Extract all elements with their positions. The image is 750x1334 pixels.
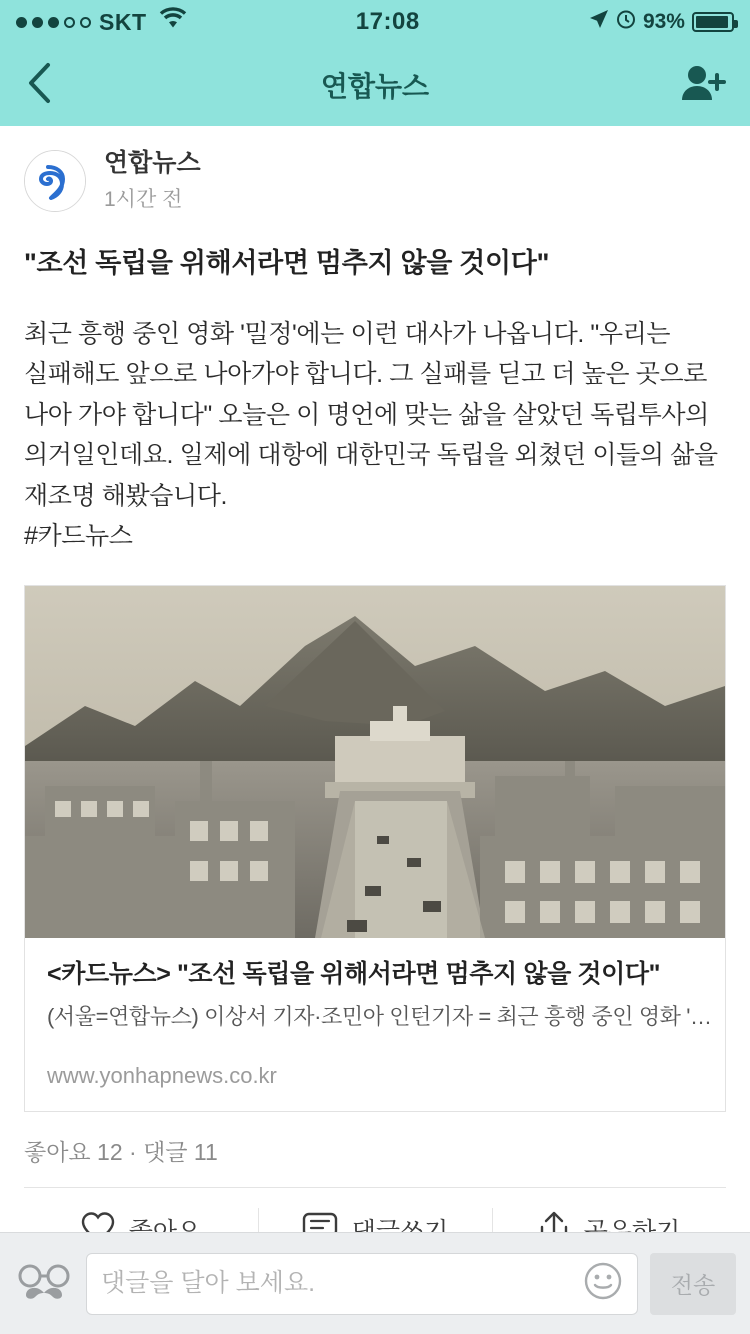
battery-percent-label: 93% bbox=[642, 10, 685, 33]
clock-label: 17:08 bbox=[355, 8, 420, 35]
glasses-mustache-icon[interactable] bbox=[14, 1263, 74, 1305]
carrier-label: SKT bbox=[99, 8, 147, 35]
post-container bbox=[0, 126, 750, 1187]
link-preview-image bbox=[25, 586, 725, 938]
comment-input-bar bbox=[0, 1232, 750, 1334]
signal-strength-icon bbox=[16, 17, 91, 28]
link-preview-text bbox=[25, 938, 725, 1041]
page-title: 연합뉴스 bbox=[320, 71, 430, 102]
post-hashtag[interactable]: #카드뉴스 bbox=[24, 522, 133, 551]
link-preview-url: www.yonhapnews.co.kr bbox=[47, 1063, 277, 1089]
status-bar bbox=[0, 0, 750, 44]
comment-field-wrapper[interactable] bbox=[86, 1253, 638, 1315]
post-scroll-area[interactable] bbox=[0, 126, 750, 1232]
post-title: "조선 독립을 위해서라면 멈추지 않을 것이다" bbox=[24, 248, 550, 279]
link-preview-description: (서울=연합뉴스) 이상서 기자·조민아 인턴기자 = 최근 흥행 중인 영화 '… bbox=[47, 1003, 712, 1029]
link-preview-card[interactable] bbox=[24, 585, 726, 1112]
avatar[interactable] bbox=[24, 150, 86, 212]
author-name: 연합뉴스 bbox=[104, 149, 201, 177]
like-comment-counts[interactable]: 좋아요 12 · 댓글 11 bbox=[24, 1139, 218, 1166]
battery-icon bbox=[692, 12, 734, 32]
back-button[interactable] bbox=[24, 61, 54, 110]
wifi-icon bbox=[159, 8, 187, 36]
send-button[interactable]: 전송 bbox=[650, 1253, 736, 1315]
alarm-clock-icon bbox=[616, 9, 636, 35]
add-friend-button[interactable] bbox=[680, 63, 726, 108]
post-timestamp: 1시간 전 bbox=[104, 188, 183, 212]
author-info bbox=[104, 148, 201, 213]
status-bar-right bbox=[589, 9, 734, 35]
navigation-bar bbox=[0, 44, 750, 126]
smiley-icon[interactable] bbox=[583, 1261, 623, 1306]
historic-seoul-photo bbox=[25, 586, 725, 938]
link-preview-title: <카드뉴스> "조선 독립을 위해서라면 멈추지 않을 것이다" bbox=[47, 959, 661, 988]
comment-input[interactable] bbox=[101, 1269, 573, 1298]
status-bar-left bbox=[16, 8, 187, 36]
post-author-row[interactable] bbox=[24, 126, 726, 217]
location-arrow-icon bbox=[589, 9, 609, 35]
post-body: 최근 흥행 중인 영화 '밀정'에는 이런 대사가 나옵니다. "우리는 실패해도 앞으로 나아가야 합니다. 그 실패를 딛고 더 높은 곳으로 나아 가야 합니다" 오늘은 이 명언에 맞는 삶을 살았던 독립투사의 의거일인데요. 일제에 대항에 대한민국 독립을 외쳤던 이들의 삶을 재조명 해봤습니다. bbox=[24, 319, 718, 510]
yonhap-logo-icon bbox=[24, 150, 86, 212]
